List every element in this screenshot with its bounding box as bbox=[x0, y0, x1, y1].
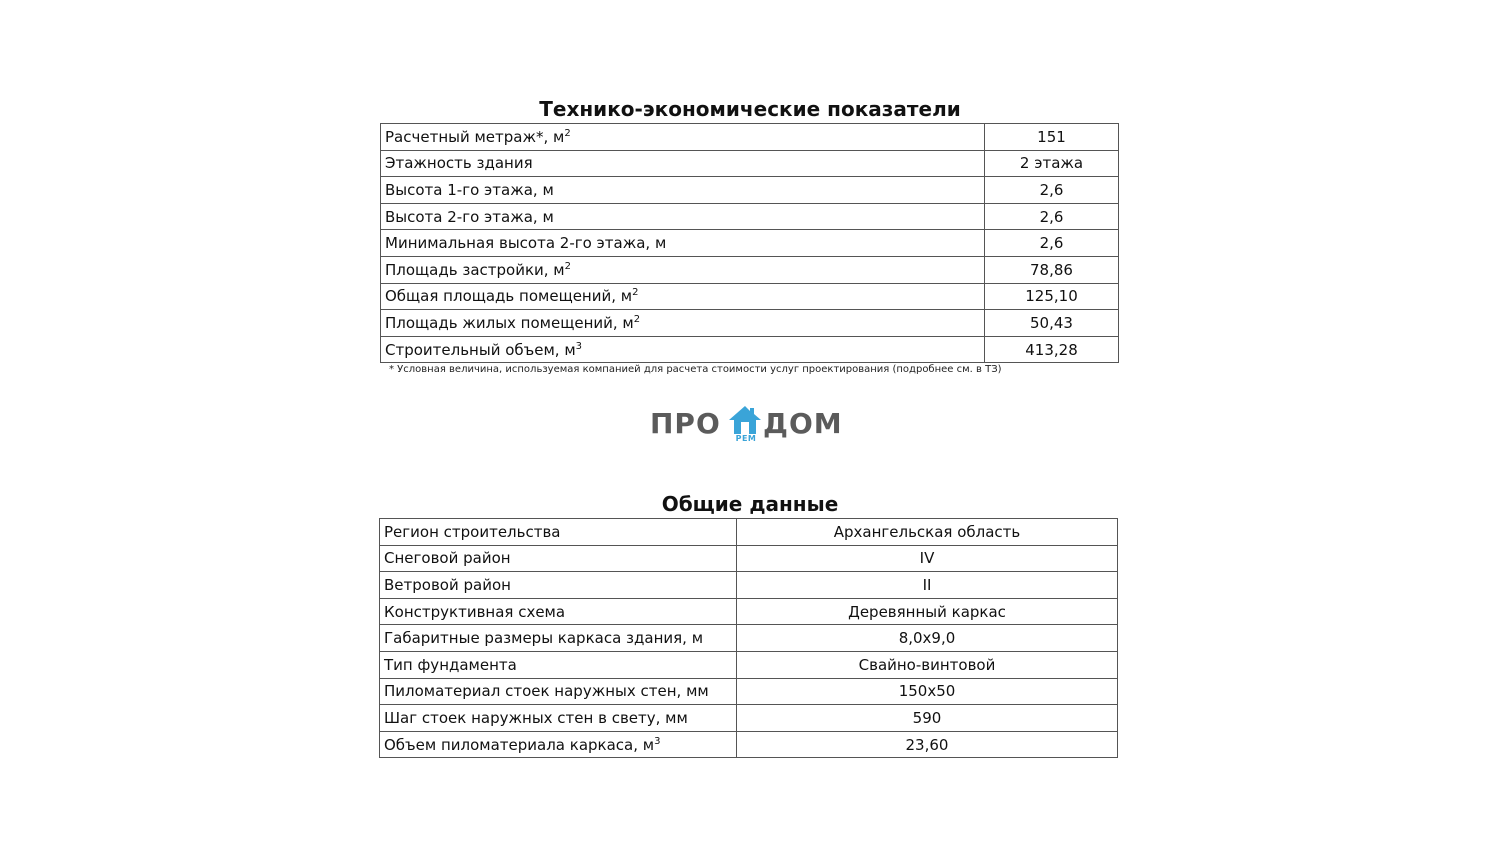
table-row bbox=[380, 545, 1118, 572]
row-value: 78,86 bbox=[985, 256, 1119, 283]
row-value: 23,60 bbox=[737, 731, 1118, 758]
table-row bbox=[381, 256, 1119, 283]
general-data-title: Общие данные bbox=[661, 492, 839, 516]
row-value: Архангельская область bbox=[737, 519, 1118, 546]
row-value: Свайно-винтовой bbox=[737, 651, 1118, 678]
table-row bbox=[381, 283, 1119, 310]
table-row bbox=[381, 203, 1119, 230]
row-label: Площадь застройки, $м^2$ bbox=[381, 256, 985, 283]
row-value: Деревянный каркас bbox=[737, 598, 1118, 625]
general-data-table bbox=[379, 518, 1118, 758]
row-value: 413,28 bbox=[985, 336, 1119, 363]
row-value: 50,43 bbox=[985, 310, 1119, 337]
teo-footnote: * Условная величина, используемая компанией для расчета стоимости услуг проектирования (подробнее см. в ТЗ) bbox=[389, 364, 1002, 375]
table-row bbox=[380, 705, 1118, 732]
logo-text-right: ДОМ bbox=[763, 407, 843, 440]
row-value: IV bbox=[737, 545, 1118, 572]
house-icon bbox=[728, 405, 762, 435]
table-row bbox=[380, 572, 1118, 599]
table-row bbox=[380, 625, 1118, 652]
teo-table bbox=[380, 123, 1119, 363]
row-label: Габаритные размеры каркаса здания, м bbox=[380, 625, 737, 652]
logo-small-text: РЕМ bbox=[735, 434, 757, 443]
row-label: Минимальная высота 2-го этажа, м bbox=[381, 230, 985, 257]
table-row bbox=[380, 651, 1118, 678]
row-label: Расчетный метраж*, $м^2$ bbox=[381, 124, 985, 151]
row-value: 125,10 bbox=[985, 283, 1119, 310]
table-row bbox=[380, 678, 1118, 705]
row-label: Тип фундамента bbox=[380, 651, 737, 678]
table-row bbox=[380, 598, 1118, 625]
row-label: Этажность здания bbox=[381, 150, 985, 177]
row-label: Высота 1-го этажа, м bbox=[381, 177, 985, 204]
table-row bbox=[381, 310, 1119, 337]
company-logo bbox=[650, 403, 850, 445]
table-row bbox=[381, 124, 1119, 151]
row-value: 590 bbox=[737, 705, 1118, 732]
logo-text-left: ПРО bbox=[650, 407, 721, 440]
table-row bbox=[380, 731, 1118, 758]
row-label: Шаг стоек наружных стен в свету, мм bbox=[380, 705, 737, 732]
row-value: 2 этажа bbox=[985, 150, 1119, 177]
row-label: Ветровой район bbox=[380, 572, 737, 599]
row-label: Пиломатериал стоек наружных стен, мм bbox=[380, 678, 737, 705]
teo-title: Технико-экономические показатели bbox=[539, 97, 961, 121]
table-row bbox=[381, 150, 1119, 177]
row-label: Снеговой район bbox=[380, 545, 737, 572]
table-row bbox=[380, 519, 1118, 546]
row-value: 2,6 bbox=[985, 230, 1119, 257]
table-row bbox=[381, 177, 1119, 204]
row-label: Строительный объем, $м^3$ bbox=[381, 336, 985, 363]
row-value: 2,6 bbox=[985, 203, 1119, 230]
row-value: 2,6 bbox=[985, 177, 1119, 204]
row-label: Объем пиломатериала каркаса, $м^3$ bbox=[380, 731, 737, 758]
row-label: Площадь жилых помещений, $м^2$ bbox=[381, 310, 985, 337]
row-label: Конструктивная схема bbox=[380, 598, 737, 625]
row-label: Регион строительства bbox=[380, 519, 737, 546]
row-value: II bbox=[737, 572, 1118, 599]
row-label: Общая площадь помещений, $м^2$ bbox=[381, 283, 985, 310]
table-row bbox=[381, 230, 1119, 257]
row-value: 8,0х9,0 bbox=[737, 625, 1118, 652]
table-row bbox=[381, 336, 1119, 363]
row-value: 151 bbox=[985, 124, 1119, 151]
row-value: 150х50 bbox=[737, 678, 1118, 705]
row-label: Высота 2-го этажа, м bbox=[381, 203, 985, 230]
